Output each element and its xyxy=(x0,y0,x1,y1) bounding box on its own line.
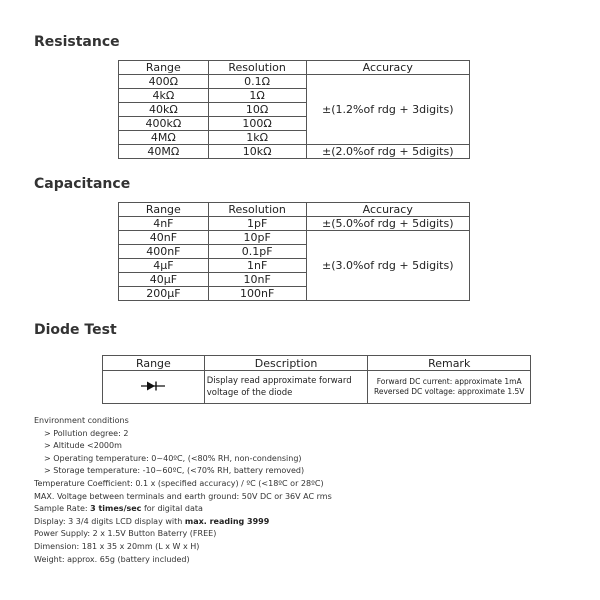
resistance-title: Resistance xyxy=(34,34,120,50)
description-cell: Display read approximate forward voltage of the diode xyxy=(204,371,368,404)
table-header-row xyxy=(119,61,470,75)
header-resolution: Resolution xyxy=(208,203,306,217)
table-row xyxy=(119,75,470,89)
display-max-reading: max. reading 3999 xyxy=(184,516,270,526)
storage-temperature: > Storage temperature: -10~60ºC, (<70% RH, battery removed) xyxy=(44,466,305,476)
diode-test-title: Diode Test xyxy=(34,322,117,338)
header-range: Range xyxy=(119,203,209,217)
resolution-cell: 0.1pF xyxy=(208,245,306,259)
sample-rate-label: Sample Rate: xyxy=(34,504,91,514)
pollution-degree: > Pollution degree: 2 xyxy=(44,428,129,438)
table-header-row xyxy=(103,356,531,371)
range-cell: 400Ω xyxy=(119,75,209,89)
range-cell: 40MΩ xyxy=(119,145,209,159)
resolution-cell: 1Ω xyxy=(208,89,306,103)
resolution-cell: 10Ω xyxy=(208,103,306,117)
resolution-cell: 0.1Ω xyxy=(208,75,306,89)
remark-reversed: Reversed DC voltage: approximate 1.5V xyxy=(373,387,525,396)
remark-forward: Forward DC current: approximate 1mA xyxy=(376,377,522,386)
temperature-coefficient: Temperature Coefficient: 0.1 x (specified accuracy) / ºC (<18ºC or 28ºC) xyxy=(34,478,324,488)
sample-rate-value: 3 times/sec xyxy=(90,504,142,514)
sample-rate-suffix: for digital data xyxy=(141,504,203,514)
table-row xyxy=(119,217,470,231)
range-cell: 4nF xyxy=(119,217,209,231)
accuracy-cell: ±(5.0%of rdg + 5digits) xyxy=(306,217,469,231)
accuracy-cell: ±(1.2%of rdg + 3digits) xyxy=(306,75,469,145)
range-cell: 40nF xyxy=(119,231,209,245)
diode-symbol-icon xyxy=(140,380,166,392)
resolution-cell: 10nF xyxy=(208,273,306,287)
header-range: Range xyxy=(119,61,209,75)
capacitance-title: Capacitance xyxy=(34,176,131,192)
display-spec xyxy=(34,516,332,529)
environment-title: Environment conditions xyxy=(34,416,129,425)
range-cell: 400kΩ xyxy=(119,117,209,131)
diode-test-table xyxy=(102,355,531,404)
capacitance-table xyxy=(118,202,470,301)
range-cell: 4kΩ xyxy=(119,89,209,103)
dimension: Dimension: 181 x 35 x 20mm (L x W x H) xyxy=(34,541,200,551)
range-cell: 400nF xyxy=(119,245,209,259)
resolution-cell: 10kΩ xyxy=(208,145,306,159)
table-header-row xyxy=(119,203,470,217)
range-cell xyxy=(103,371,205,404)
header-resolution: Resolution xyxy=(208,61,306,75)
resolution-cell: 1kΩ xyxy=(208,131,306,145)
resolution-cell: 100Ω xyxy=(208,117,306,131)
resolution-cell: 1nF xyxy=(208,259,306,273)
display-label: Display: 3 3/4 digits LCD display with xyxy=(34,516,185,526)
table-row xyxy=(119,231,470,245)
resolution-cell: 100nF xyxy=(208,287,306,301)
resolution-cell: 10pF xyxy=(208,231,306,245)
header-remark: Remark xyxy=(368,356,531,371)
resistance-table xyxy=(118,60,470,159)
operating-temperature: > Operating temperature: 0~40ºC, (<80% RH, non-condensing) xyxy=(44,453,302,463)
altitude: > Altitude <2000m xyxy=(44,441,122,451)
resolution-cell: 1pF xyxy=(208,217,306,231)
weight: Weight: approx. 65g (battery included) xyxy=(34,554,190,564)
header-accuracy: Accuracy xyxy=(306,61,469,75)
remark-cell xyxy=(368,371,531,404)
accuracy-cell: ±(2.0%of rdg + 5digits) xyxy=(306,145,469,159)
header-description: Description xyxy=(204,356,368,371)
header-accuracy: Accuracy xyxy=(306,203,469,217)
range-cell: 40kΩ xyxy=(119,103,209,117)
range-cell: 4MΩ xyxy=(119,131,209,145)
range-cell: 200μF xyxy=(119,287,209,301)
table-row xyxy=(119,145,470,159)
range-cell: 40μF xyxy=(119,273,209,287)
max-voltage: MAX. Voltage between terminals and earth ground: 50V DC or 36V AC rms xyxy=(34,491,332,501)
table-row xyxy=(103,371,531,404)
specification-notes xyxy=(34,415,332,566)
accuracy-cell: ±(3.0%of rdg + 5digits) xyxy=(306,231,469,301)
header-range: Range xyxy=(103,356,205,371)
power-supply: Power Supply: 2 x 1.5V Button Baterry (FREE) xyxy=(34,529,217,539)
sample-rate xyxy=(34,503,332,516)
range-cell: 4μF xyxy=(119,259,209,273)
